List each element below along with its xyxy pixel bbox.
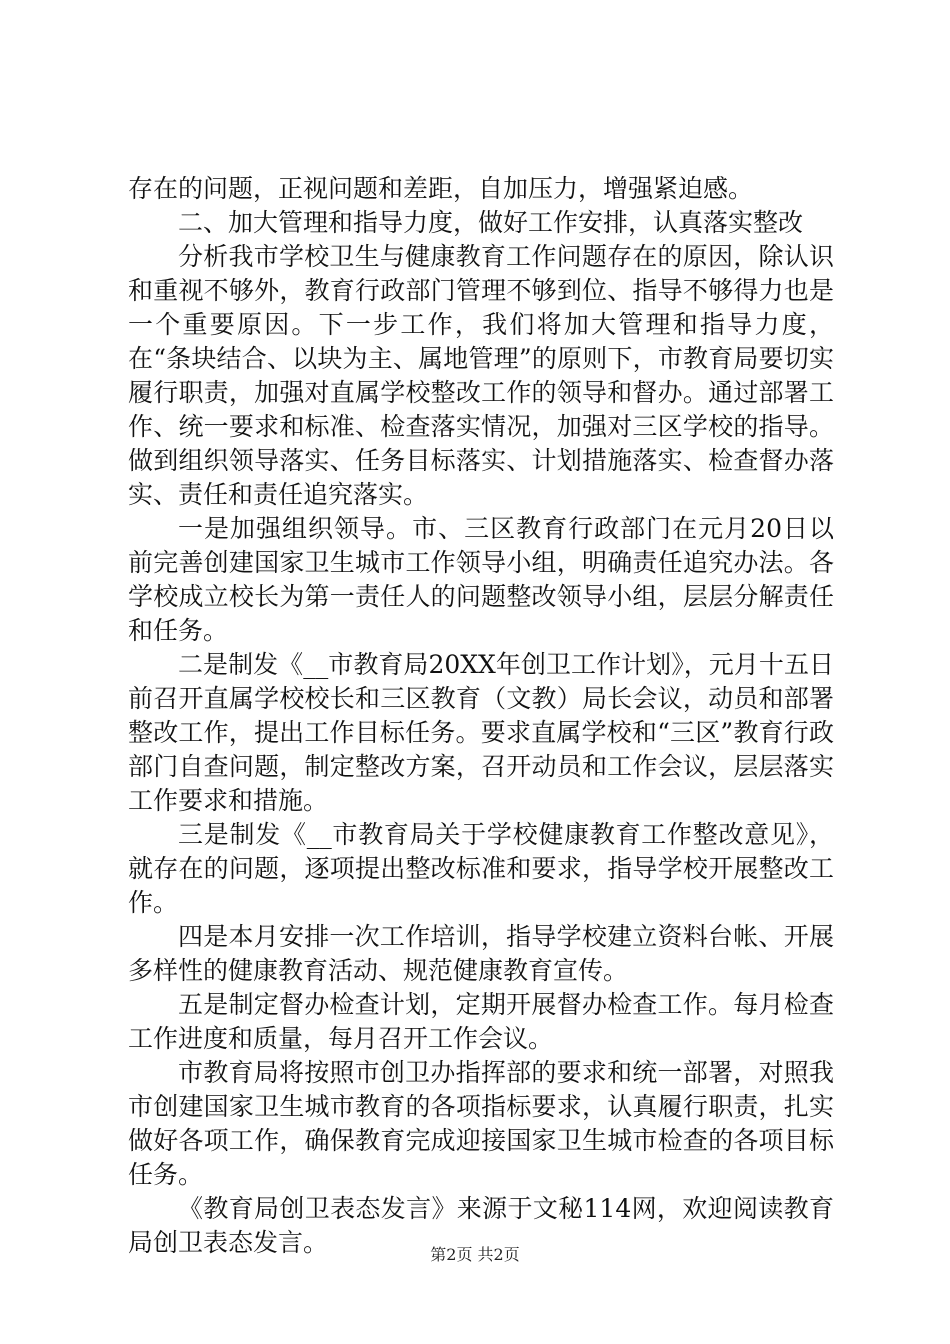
paragraph: 五是制定督办检查计划，定期开展督办检查工作。每月检查工作进度和质量，每月召开工作会议。 (128, 990, 834, 1053)
paragraph-continuation: 存在的问题，正视问题和差距，自加压力，增强紧迫感。 (128, 174, 754, 203)
document-body (128, 172, 834, 1260)
section-heading: 二、加大管理和指导力度，做好工作安排，认真落实整改 (178, 208, 804, 237)
paragraph: 四是本月安排一次工作培训，指导学校建立资料台帐、开展多样性的健康教育活动、规范健康教育宣传。 (128, 922, 834, 985)
page-footer: 第2页 共2页 (430, 1245, 520, 1264)
paragraph: 《教育局创卫表态发言》来源于文秘114网，欢迎阅读教育局创卫表态发言。 (128, 1194, 834, 1257)
paragraph: 市教育局将按照市创卫办指挥部的要求和统一部署，对照我市创建国家卫生城市教育的各项指标要求，认真履行职责，扎实做好各项工作，确保教育完成迎接国家卫生城市检查的各项目标任务。 (128, 1058, 834, 1189)
paragraph: 三是制发《__市教育局关于学校健康教育工作整改意见》，就存在的问题，逐项提出整改标准和要求，指导学校开展整改工作。 (128, 820, 834, 917)
paragraph: 分析我市学校卫生与健康教育工作问题存在的原因，除认识和重视不够外，教育行政部门管理不够到位、指导不够得力也是一个重要原因。下一步工作，我们将加大管理和指导力度，在“条块结合、以块为主、属地管理”的原则下，市教育局要切实履行职责，加强对直属学校整改工作的领导和督办。通过部署工作、统一要求和标准、检查落实情况，加强对三区学校的指导。做到组织领导落实、任务目标落实、计划措施落实、检查督办落实、责任和责任追究落实。 (128, 242, 834, 509)
paragraph: 一是加强组织领导。市、三区教育行政部门在元月20日以前完善创建国家卫生城市工作领导小组，明确责任追究办法。各学校成立校长为第一责任人的问题整改领导小组，层层分解责任和任务。 (128, 514, 834, 645)
paragraph: 二是制发《__市教育局20XX年创卫工作计划》，元月十五日前召开直属学校校长和三区教育（文教）局长会议，动员和部署整改工作，提出工作目标任务。要求直属学校和“三区”教育行政部门自查问题，制定整改方案，召开动员和工作会议，层层落实工作要求和措施。 (128, 650, 834, 815)
